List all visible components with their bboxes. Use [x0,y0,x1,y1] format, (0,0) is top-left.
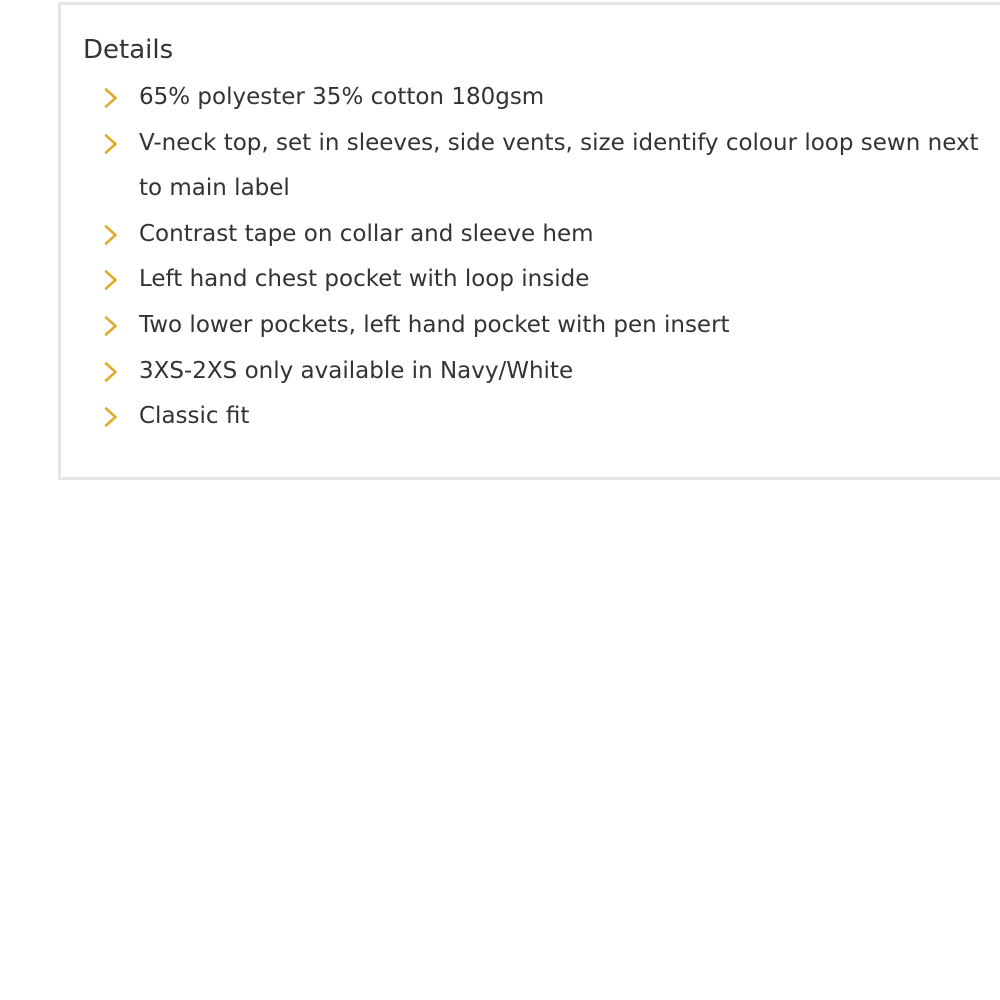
list-item [61,349,999,395]
details-heading: Details [83,35,174,65]
list-item-text: Left hand chest pocket with loop inside [139,266,590,293]
chevron-right-icon [101,134,121,154]
chevron-right-icon [101,225,121,245]
list-item [61,75,999,121]
chevron-right-icon [101,362,121,382]
details-panel [58,2,1000,480]
list-item [61,212,999,258]
details-list [61,75,999,440]
list-item [61,257,999,303]
chevron-right-icon [101,88,121,108]
list-item-text: 3XS-2XS only available in Navy/White [139,357,574,384]
list-item [61,394,999,440]
chevron-right-icon [101,270,121,290]
list-item-text: Two lower pockets, left hand pocket with pen insert [139,311,730,338]
list-item-text: Classic fit [139,403,250,430]
list-item [61,121,999,212]
chevron-right-icon [101,316,121,336]
list-item-text: 65% polyester 35% cotton 180gsm [139,84,545,110]
list-item [61,303,999,349]
list-item-text: V-neck top, set in sleeves, side vents, size identify colour loop sewn next to main label [139,129,979,202]
list-item-text: Contrast tape on collar and sleeve hem [139,220,594,247]
chevron-right-icon [101,407,121,427]
